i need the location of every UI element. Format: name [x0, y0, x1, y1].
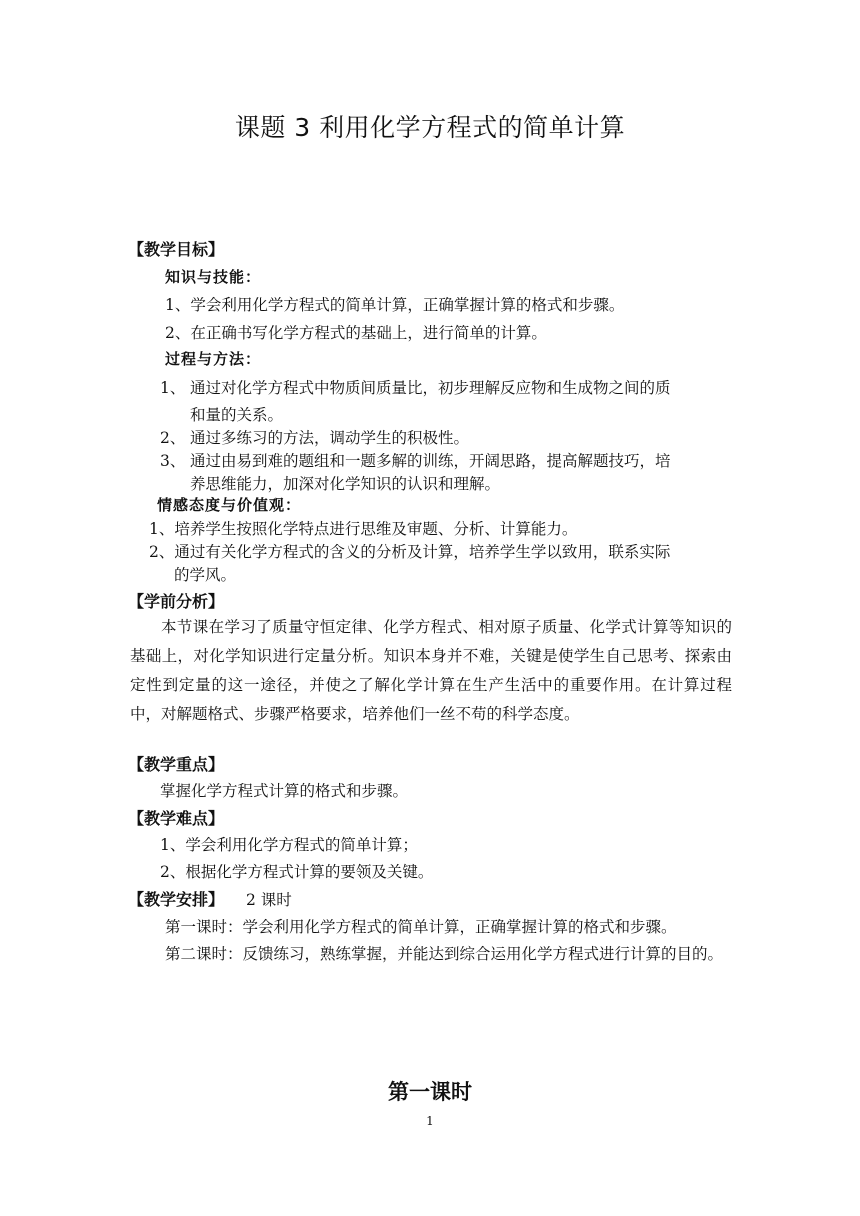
subheading-emotion: 情感态度与价值观： — [157, 496, 302, 514]
key-points-text: 掌握化学方程式计算的格式和步骤。 — [160, 782, 409, 800]
schedule-hours: 2 课时 — [246, 891, 292, 909]
page-number: 1 — [426, 1114, 434, 1128]
emotion-item-1: 1、培养学生按照化学特点进行思维及审题、分析、计算能力。 — [149, 520, 578, 538]
section-heading-goals: 【教学目标】 — [128, 240, 225, 259]
process-item-2-num: 2、 — [160, 429, 186, 447]
document-title: 课题 3 利用化学方程式的简单计算 — [234, 113, 626, 142]
process-item-1-line1: 通过对化学方程式中物质间质量比，初步理解反应物和生成物之间的质 — [190, 379, 671, 397]
process-item-3-line1: 通过由易到难的题组和一题多解的训练，开阔思路，提高解题技巧，培 — [190, 452, 671, 470]
emotion-item-2-line2: 的学风。 — [174, 566, 237, 584]
difficulty-item-2: 2、根据化学方程式计算的要领及关键。 — [160, 863, 434, 881]
section-heading-schedule: 【教学安排】 — [128, 890, 225, 909]
schedule-first: 第一课时：学会利用化学方程式的简单计算，正确掌握计算的格式和步骤。 — [165, 918, 677, 936]
subheading-process: 过程与方法： — [165, 350, 262, 368]
emotion-item-2-line1: 2、通过有关化学方程式的含义的分析及计算，培养学生学以致用，联系实际 — [149, 543, 671, 561]
process-item-1-num: 1、 — [160, 379, 186, 397]
section-title-first-lesson: 第一课时 — [388, 1080, 472, 1104]
schedule-second: 第二课时：反馈练习，熟练掌握，并能达到综合运用化学方程式进行计算的目的。 — [165, 945, 724, 963]
section-heading-pre-analysis: 【学前分析】 — [128, 592, 225, 611]
subheading-knowledge: 知识与技能： — [165, 268, 262, 286]
difficulty-item-1: 1、学会利用化学方程式的简单计算； — [160, 836, 418, 854]
process-item-1-line2: 和量的关系。 — [190, 406, 284, 424]
section-heading-difficulties: 【教学难点】 — [128, 809, 225, 828]
pre-analysis-paragraph: 本节课在学习了质量守恒定律、化学方程式、相对原子质量、化学式计算等知识的基础上，对化学知识进行定量分析。知识本身并不难，关键是使学生自己思考、探索由定性到定量的这一途径，并使之了解化学计算在生产生活中的重要作用。在计算过程中，对解题格式、步骤严格要求，培养他们一丝不苟的科学态度。 — [130, 618, 732, 723]
process-item-3-line2: 养思维能力，加深对化学知识的认识和理解。 — [190, 475, 501, 493]
section-heading-key-points: 【教学重点】 — [128, 755, 225, 774]
process-item-3-num: 3、 — [160, 452, 186, 470]
process-item-2-line1: 通过多练习的方法，调动学生的积极性。 — [190, 429, 470, 447]
knowledge-item-2: 2、在正确书写化学方程式的基础上，进行简单的计算。 — [165, 324, 547, 342]
knowledge-item-1: 1、学会利用化学方程式的简单计算，正确掌握计算的格式和步骤。 — [165, 296, 625, 314]
